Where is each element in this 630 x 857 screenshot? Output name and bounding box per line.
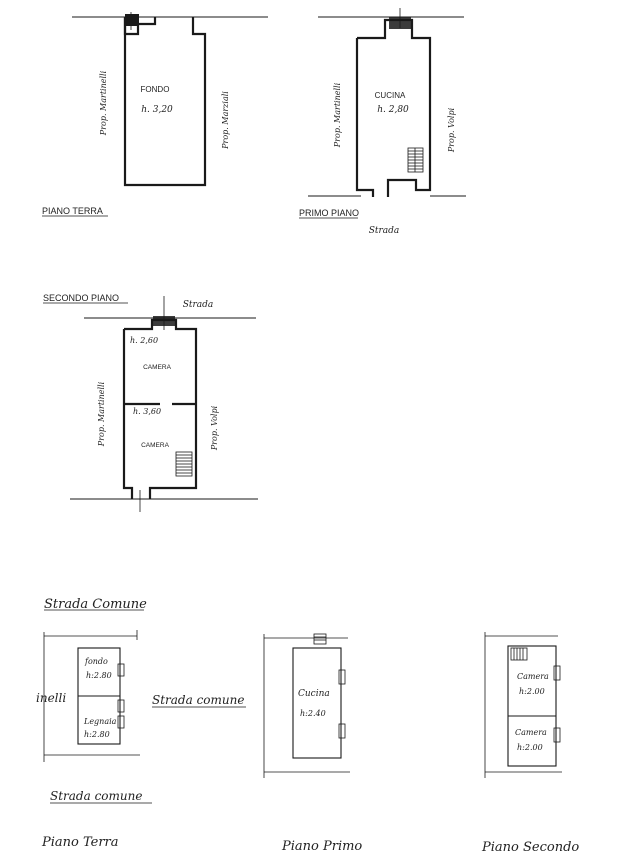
right-neighbor: Prop. Volpi: [447, 107, 456, 153]
right-neighbor: Prop. Volpi: [210, 405, 219, 451]
plan-caption: Piano Terra: [42, 835, 119, 850]
plan-bottom-primo: [264, 634, 362, 854]
cut-neighbor-label: inelli: [36, 691, 67, 705]
plan-bottom-secondo: [481, 632, 579, 855]
plan-primo-piano: [299, 8, 466, 236]
room1-height: h:2.80: [86, 671, 112, 680]
plan-heading: PIANO TERRA: [42, 206, 103, 216]
street-label-bottom: Strada comune: [50, 789, 143, 803]
chimney: [314, 634, 326, 644]
room1-name: Camera: [517, 672, 549, 681]
room-height: h:2.40: [300, 709, 326, 718]
room-name: Cucina: [298, 689, 330, 699]
plan-piano-terra: [42, 12, 268, 216]
left-neighbor: Prop. Martinelli: [97, 381, 106, 447]
room2-name: Legnaia: [84, 717, 117, 726]
room2-height: h:2.00: [517, 743, 543, 752]
window: [554, 728, 560, 742]
window: [118, 664, 124, 676]
stairs: [511, 648, 527, 660]
street-label-middle: Strada comune: [152, 693, 245, 707]
room-height: h. 3,20: [141, 105, 173, 115]
room1-name: fondo: [85, 657, 108, 666]
plan-secondo-piano: [43, 293, 258, 512]
window: [118, 700, 124, 712]
right-neighbor: Prop. Marziali: [221, 91, 230, 149]
stairs: [408, 148, 423, 172]
room-walls: [125, 17, 205, 185]
upper-room-name: CAMERA: [143, 364, 171, 371]
room2-height: h:2.80: [84, 730, 110, 739]
lower-room-height: h. 3,60: [133, 407, 162, 416]
chimney: [125, 14, 139, 26]
room-height: h. 2,80: [377, 105, 409, 115]
plan-heading: SECONDO PIANO: [43, 293, 120, 303]
window: [554, 666, 560, 680]
window: [339, 724, 345, 738]
street-label: Strada: [182, 300, 214, 310]
plan-heading: PRIMO PIANO: [299, 208, 360, 218]
room2-name: Camera: [515, 728, 547, 737]
room-name: FONDO: [140, 85, 170, 94]
upper-room-height: h. 2,60: [130, 336, 159, 345]
room-walls-left: [357, 38, 373, 197]
left-neighbor: Prop. Martinelli: [333, 82, 342, 148]
room1-height: h:2.00: [519, 687, 545, 696]
building-outline: [293, 648, 341, 758]
plan-caption: Piano Primo: [282, 839, 363, 854]
room-name: CUCINA: [374, 91, 406, 100]
left-neighbor: Prop. Martinelli: [99, 70, 108, 136]
lower-room-name: CAMERA: [141, 442, 169, 449]
street-label-top: Strada Comune: [44, 597, 147, 612]
stairs: [176, 452, 192, 476]
window: [118, 716, 124, 728]
plan-caption: Piano Secondo: [482, 840, 580, 855]
plan-bottom-terra: [41, 630, 143, 850]
window: [339, 670, 345, 684]
street-label: Strada: [368, 226, 400, 236]
room-walls-left: [124, 329, 132, 499]
